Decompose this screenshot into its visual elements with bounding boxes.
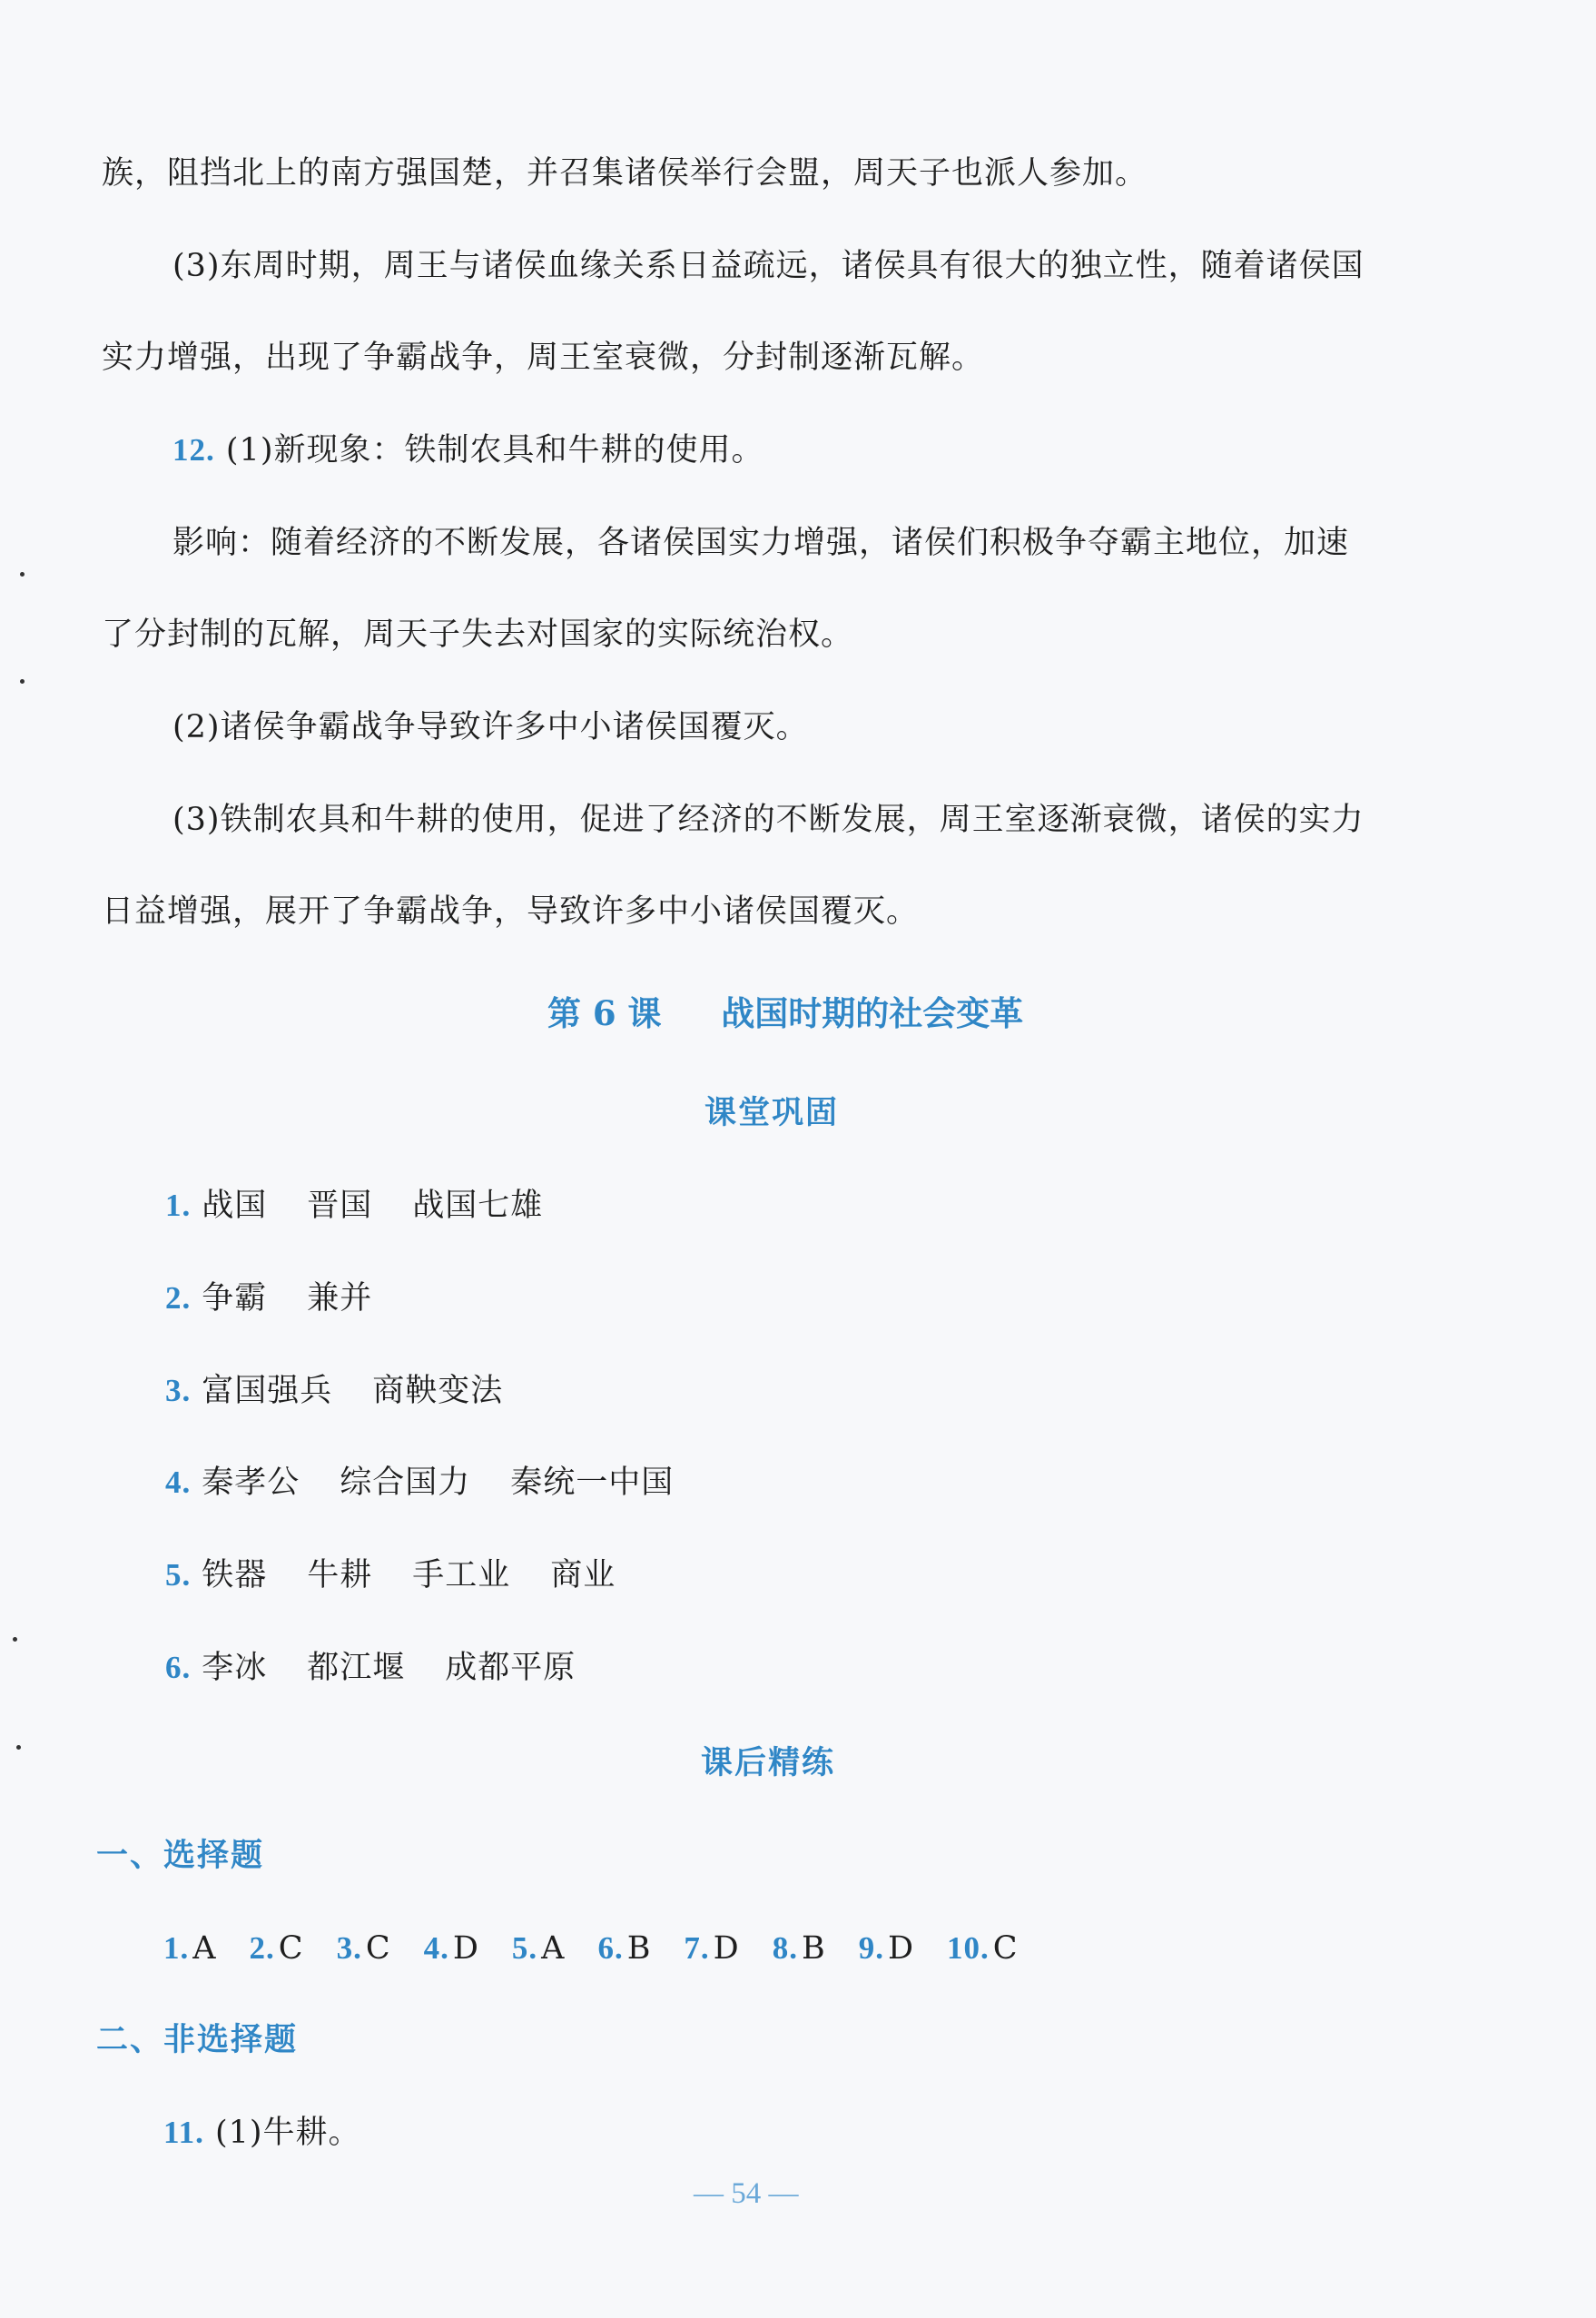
question-number: 2.: [165, 1280, 192, 1316]
choice-letter: D: [452, 1930, 479, 1967]
question-number: 6.: [165, 1650, 192, 1685]
answer-term: 秦统一中国: [510, 1465, 675, 1501]
answer-term: 兼并: [307, 1280, 373, 1317]
question-number: 4.: [165, 1465, 192, 1500]
choice-letter: D: [713, 1930, 740, 1967]
answer-line: (3)铁制农具和牛耕的使用，促进了经济的不断发展，周王室逐渐衰微，诸侯的实力: [172, 802, 1364, 838]
answer-line: 族，阻挡北上的南方强国楚，并召集诸侯举行会盟，周天子也派人参加。: [102, 155, 1148, 192]
choice-letter: C: [365, 1930, 391, 1967]
scan-speck: [20, 572, 25, 577]
question-number: 5.: [511, 1930, 538, 1966]
section-heading: 课后精练: [701, 1744, 836, 1781]
question-number: 10.: [947, 1930, 990, 1966]
answer-term: 商业: [550, 1557, 616, 1593]
choice-letter: C: [992, 1930, 1019, 1967]
answer-term: 商鞅变法: [372, 1373, 504, 1409]
answer-term: 争霸: [202, 1280, 268, 1317]
answer-term: 战国: [202, 1188, 268, 1224]
scan-speck: [16, 1745, 21, 1750]
choice-answer: [163, 1928, 217, 1968]
answer-text: (1)新现象：铁制农具和牛耕的使用。: [225, 432, 764, 469]
question-number: 3.: [336, 1930, 362, 1966]
question-number: 3.: [165, 1373, 192, 1408]
question-number: 8.: [772, 1930, 798, 1966]
answer-line: (3)东周时期，周王与诸侯血缘关系日益疏远，诸侯具有很大的独立性，随着诸侯国: [172, 248, 1364, 284]
answer-term: 牛耕: [307, 1557, 373, 1593]
question-number: 5.: [165, 1557, 192, 1593]
choice-answer: [597, 1928, 651, 1968]
answer-line: (2)诸侯争霸战争导致许多中小诸侯国覆灭。: [172, 709, 809, 745]
choice-letter: B: [626, 1930, 652, 1967]
question-number: 7.: [684, 1930, 710, 1966]
answer-term: 都江堰: [307, 1650, 406, 1686]
choice-answers: [163, 1928, 1051, 1968]
classwork-item: [165, 1186, 543, 1226]
answer-term: 综合国力: [340, 1465, 471, 1501]
answer-term: 李冰: [202, 1650, 268, 1686]
part-heading: 二、非选择题: [96, 2021, 299, 2058]
question-number: 1.: [165, 1188, 192, 1223]
answer-term: 秦孝公: [202, 1465, 300, 1501]
section-heading: 课堂巩固: [704, 1094, 840, 1131]
choice-letter: B: [801, 1930, 826, 1967]
question-12: [172, 430, 764, 470]
answer-text: (1)牛耕。: [214, 2115, 361, 2151]
choice-answer: [859, 1928, 914, 1968]
answer-line: 影响：随着经济的不断发展，各诸侯国实力增强，诸侯们积极争夺霸主地位，加速: [172, 525, 1350, 561]
choice-letter: D: [887, 1930, 915, 1967]
choice-answer: [684, 1928, 739, 1968]
classwork-item: [165, 1648, 576, 1688]
answer-term: 成都平原: [445, 1650, 576, 1686]
answer-line: 实力增强，出现了争霸战争，周王室衰微，分封制逐渐瓦解。: [102, 340, 985, 376]
choice-answer: [947, 1928, 1019, 1968]
classwork-item: [165, 1555, 616, 1595]
classwork-item: [165, 1278, 372, 1318]
answer-line: 了分封制的瓦解，周天子失去对国家的实际统治权。: [102, 616, 854, 653]
choice-letter: A: [192, 1930, 217, 1967]
answer-term: 手工业: [412, 1557, 511, 1593]
lesson-name: 战国时期的社会变革: [721, 993, 1024, 1033]
choice-answer: [337, 1928, 391, 1968]
question-number: 6.: [597, 1930, 624, 1966]
lesson-title: [547, 992, 1023, 1034]
scan-speck: [20, 679, 25, 684]
part-heading: 一、选择题: [96, 1837, 265, 1874]
choice-answer: [424, 1928, 479, 1968]
scan-speck: [13, 1637, 17, 1642]
answer-line: 日益增强，展开了争霸战争，导致许多中小诸侯国覆灭。: [102, 893, 920, 930]
answer-term: 铁器: [202, 1557, 268, 1593]
answer-term: 富国强兵: [202, 1373, 333, 1409]
question-11: [163, 2113, 361, 2153]
answer-term: 晋国: [307, 1188, 373, 1224]
question-number: 9.: [858, 1930, 884, 1966]
lesson-number: 第 6 课: [547, 993, 662, 1033]
question-number: 11.: [163, 2115, 204, 2150]
choice-answer: [512, 1928, 566, 1968]
choice-answer: [250, 1928, 304, 1968]
choice-letter: C: [278, 1930, 304, 1967]
answer-term: 战国七雄: [412, 1188, 544, 1224]
choice-answer: [773, 1928, 826, 1968]
question-number: 12.: [172, 432, 215, 468]
choice-letter: A: [541, 1930, 566, 1967]
question-number: 2.: [249, 1930, 275, 1966]
question-number: 4.: [423, 1930, 449, 1966]
question-number: 1.: [163, 1930, 190, 1966]
page-number: — 54 —: [694, 2177, 799, 2210]
classwork-item: [165, 1463, 674, 1503]
classwork-item: [165, 1371, 503, 1411]
